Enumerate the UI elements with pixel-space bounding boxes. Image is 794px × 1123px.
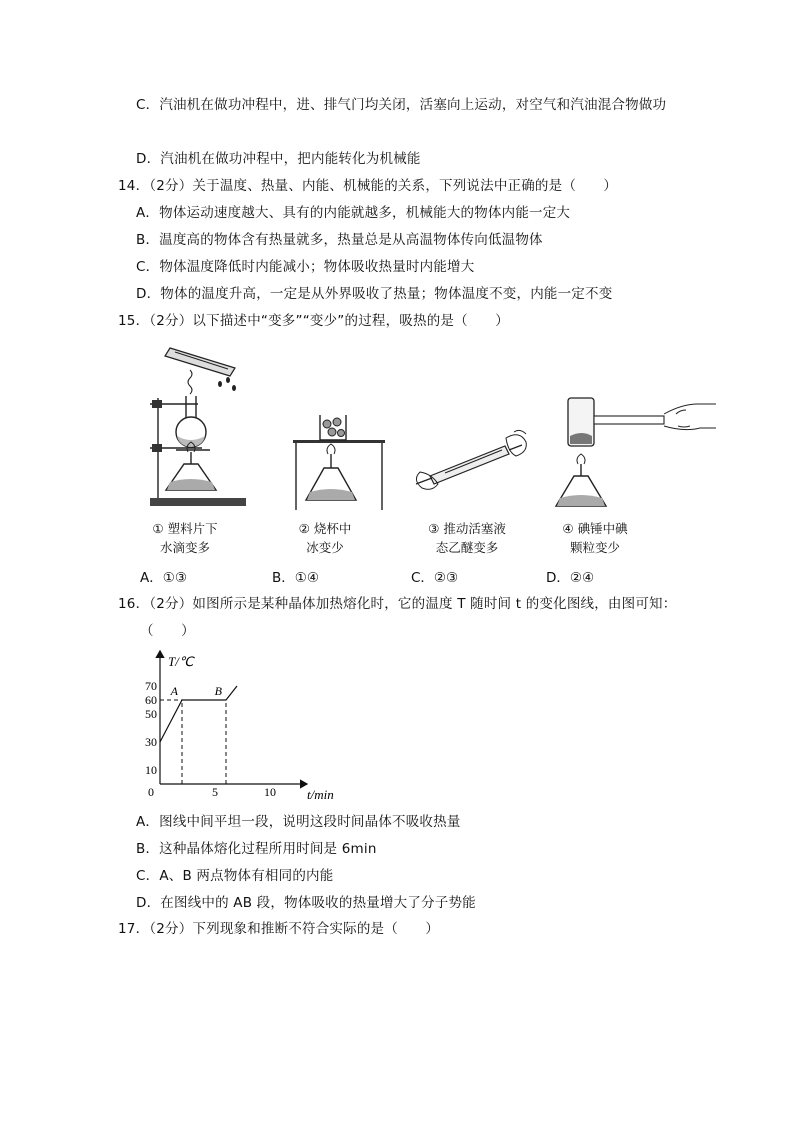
q14-option-b: B．温度高的物体含有热量就多，热量总是从高温物体传向低温物体: [136, 232, 543, 248]
q14-option-a: A．物体运动速度越大、具有的内能就越多，机械能大的物体内能一定大: [136, 205, 571, 221]
q16-answer-paren: （ ）: [140, 623, 195, 639]
q16-option-c: C．A、B 两点物体有相同的内能: [136, 868, 334, 884]
q15-option-d: D．②④: [546, 570, 595, 586]
melting-chart: [135, 648, 345, 808]
q17-stem: 17．（2分）下列现象和推断不符合实际的是（ ）: [118, 921, 440, 937]
point-label-a: A: [170, 684, 178, 698]
q15-option-a: A．①③: [140, 570, 187, 586]
q13-option-c: C．汽油机在做功冲程中，进、排气门均关闭，活塞向上运动，对空气和汽油混合物做功: [136, 97, 667, 113]
y-tick-label: 30: [145, 735, 157, 749]
q15-figure-1: [140, 340, 260, 515]
q15-caption-4: ④ 碘锤中碘 颗粒变少: [562, 521, 628, 555]
y-tick-label: 10: [145, 763, 157, 777]
y-tick-label: 70: [145, 679, 157, 693]
q16-option-d: D．在图线中的 AB 段，物体吸收的热量增大了分子势能: [136, 895, 476, 911]
y-tick-label: 50: [145, 707, 157, 721]
q15-stem: 15．（2分）以下描述中“变多”“变少”的过程，吸热的是（ ）: [118, 313, 509, 329]
point-label-b: B: [214, 684, 222, 698]
q14-option-d: D．物体的温度升高，一定是从外界吸收了热量；物体温度不变，内能一定不变: [136, 286, 613, 302]
y-tick-label: 60: [145, 693, 157, 707]
y-axis-label: T/℃: [168, 654, 194, 669]
q16-option-b: B．这种晶体熔化过程所用时间是 6min: [136, 841, 377, 857]
x-tick-label: 10: [264, 785, 276, 799]
q15-figure-3: [410, 428, 530, 498]
q15-figure-2: [290, 410, 390, 515]
q15-option-c: C．②③: [411, 570, 459, 586]
q15-option-b: B．①④: [272, 570, 319, 586]
x-tick-label: 5: [212, 785, 218, 799]
x-axis-label: t/min: [307, 787, 334, 802]
q16-option-a: A．图线中间平坦一段，说明这段时间晶体不吸收热量: [136, 814, 461, 830]
origin-label: 0: [148, 785, 154, 799]
q13-option-d: D．汽油机在做功冲程中，把内能转化为机械能: [136, 151, 421, 167]
q14-stem: 14．（2分）关于温度、热量、内能、机械能的关系，下列说法中正确的是（ ）: [118, 178, 618, 194]
q14-option-c: C．物体温度降低时内能减小；物体吸收热量时内能增大: [136, 259, 475, 275]
q15-figure-4: [548, 392, 718, 514]
q15-caption-3: ③ 推动活塞液 态乙醚变多: [428, 521, 506, 555]
q15-caption-2: ② 烧杯中 冰变少: [298, 521, 352, 555]
q15-caption-1: ① 塑料片下 水滴变多: [152, 521, 218, 555]
q16-stem: 16．（2分）如图所示是某种晶体加热熔化时，它的温度 T 随时间 t 的变化图线，由图可知：: [118, 596, 677, 612]
